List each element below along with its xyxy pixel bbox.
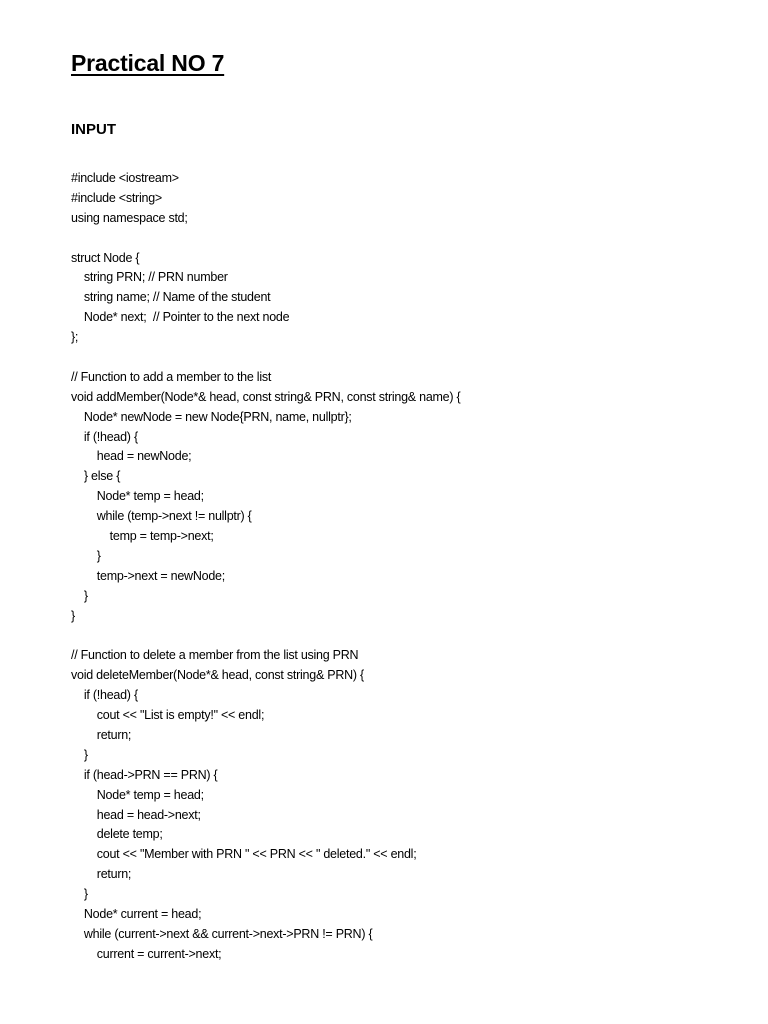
code-line: Node* newNode = new Node{PRN, name, nullptr};	[71, 409, 352, 424]
code-line: if (!head) {	[71, 688, 138, 703]
code-line: }	[71, 887, 88, 902]
code-line: head = head->next;	[71, 807, 201, 822]
code-line: #include <iostream>	[71, 171, 179, 185]
code-line: temp = temp->next;	[71, 529, 214, 544]
code-line: };	[71, 330, 79, 345]
code-line	[71, 626, 731, 646]
code-line: }	[71, 588, 88, 603]
code-line: string name; // Name of the student	[71, 290, 271, 305]
code-line: cout << "List is empty!" << endl;	[71, 708, 265, 723]
code-line	[71, 229, 731, 249]
code-line: temp->next = newNode;	[71, 568, 225, 583]
code-line: using namespace std;	[71, 210, 188, 225]
code-line: // Function to add a member to the list	[71, 369, 272, 384]
code-line: Node* current = head;	[71, 906, 202, 921]
code-line: while (temp->next != nullptr) {	[71, 509, 252, 524]
code-line: if (head->PRN == PRN) {	[71, 767, 218, 782]
code-line: // Function to delete a member from the list using PRN	[71, 648, 359, 663]
code-line: struct Node {	[71, 250, 140, 265]
code-listing	[71, 169, 731, 965]
code-line: if (!head) {	[71, 429, 138, 444]
code-line: return;	[71, 727, 132, 742]
code-line: }	[71, 747, 88, 762]
code-line: delete temp;	[71, 827, 163, 842]
code-line: }	[71, 548, 101, 563]
code-line: cout << "Member with PRN " << PRN << " deleted." << endl;	[71, 847, 417, 862]
code-line: string PRN; // PRN number	[71, 270, 228, 285]
code-line: current = current->next;	[71, 946, 222, 961]
code-line: Node* next; // Pointer to the next node	[71, 310, 290, 325]
code-line: #include <string>	[71, 190, 162, 205]
code-line: } else {	[71, 469, 121, 484]
code-line: head = newNode;	[71, 449, 192, 464]
code-line: Node* temp = head;	[71, 787, 204, 802]
code-line	[71, 348, 731, 368]
section-heading-input: INPUT	[71, 121, 116, 138]
page-title: Practical NO 7	[71, 50, 225, 76]
code-line: void deleteMember(Node*& head, const string& PRN) {	[71, 668, 364, 683]
code-line: }	[71, 608, 75, 623]
code-line: void addMember(Node*& head, const string& PRN, const string& name) {	[71, 389, 461, 404]
code-line: return;	[71, 867, 132, 882]
code-line: Node* temp = head;	[71, 489, 204, 504]
code-line: while (current->next && current->next->PRN != PRN) {	[71, 926, 373, 941]
